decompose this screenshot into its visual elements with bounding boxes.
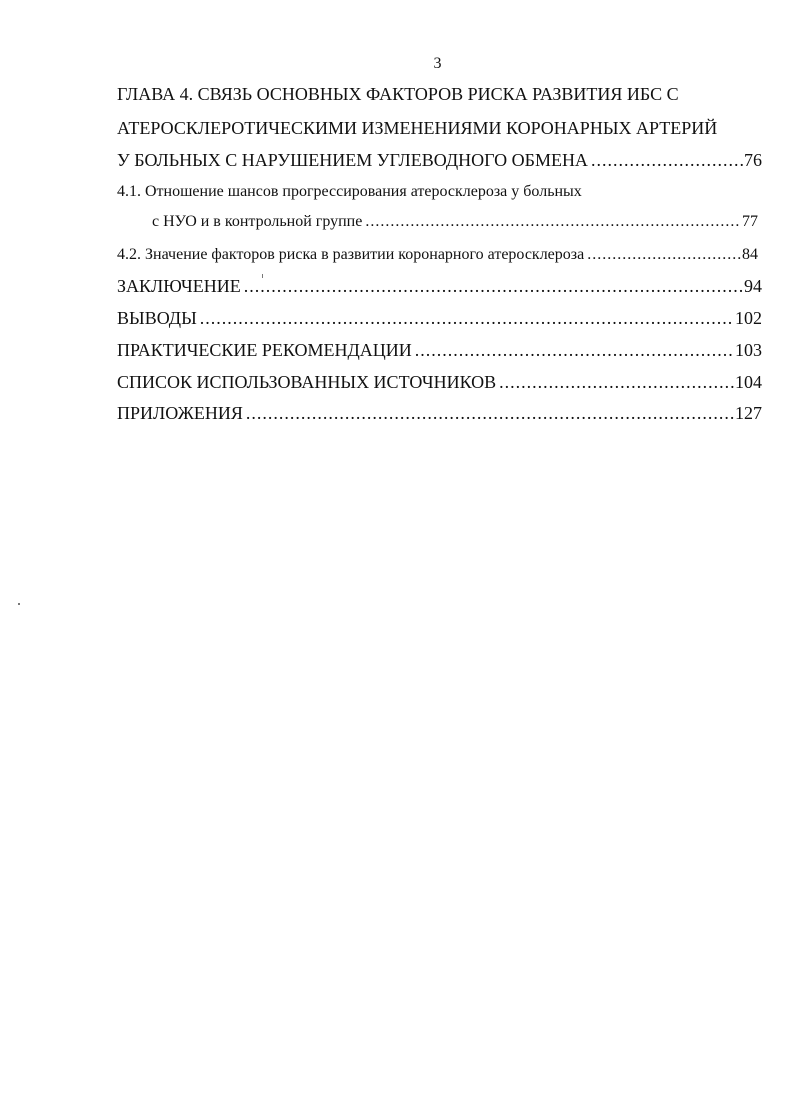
toc-page-number: 94 bbox=[744, 276, 762, 296]
toc-section41-line1 bbox=[117, 180, 762, 204]
toc-page-number: 104 bbox=[735, 372, 762, 392]
page-number: 3 bbox=[433, 55, 442, 72]
toc-appendices-text: ПРИЛОЖЕНИЯ bbox=[117, 403, 243, 423]
toc-page-number: 127 bbox=[735, 403, 762, 423]
toc-entry-chapter4 bbox=[117, 148, 762, 172]
toc-section41-text-line2: с НУО и в контрольной группе bbox=[152, 213, 363, 230]
toc-page-number: 84 bbox=[742, 246, 758, 263]
scan-speck bbox=[262, 274, 263, 278]
toc-entry-appendices bbox=[117, 401, 762, 425]
dot-leader bbox=[365, 210, 741, 234]
toc-chapter4-title-text-line1: ГЛАВА 4. СВЯЗЬ ОСНОВНЫХ ФАКТОРОВ РИСКА РАЗВИТИЯ ИБС С bbox=[117, 84, 679, 104]
scan-speck bbox=[18, 603, 20, 605]
toc-entry-conclusion bbox=[117, 274, 762, 298]
toc-page-number: 103 bbox=[735, 340, 762, 360]
toc-entry-references bbox=[117, 370, 762, 394]
toc-findings-text: ВЫВОДЫ bbox=[117, 308, 197, 328]
toc-section42-text: 4.2. Значение факторов риска в развитии коронарного атеросклероза bbox=[117, 246, 585, 263]
toc-chapter4-title-text-line2: АТЕРОСКЛЕРОТИЧЕСКИМИ ИЗМЕНЕНИЯМИ КОРОНАРНЫХ АРТЕРИЙ bbox=[117, 118, 718, 138]
toc-page-number: 102 bbox=[735, 308, 762, 328]
dot-leader bbox=[587, 243, 741, 267]
dot-leader bbox=[244, 274, 743, 298]
toc-recommendations-text: ПРАКТИЧЕСКИЕ РЕКОМЕНДАЦИИ bbox=[117, 340, 412, 360]
toc-references-text: СПИСОК ИСПОЛЬЗОВАННЫХ ИСТОЧНИКОВ bbox=[117, 372, 497, 392]
dot-leader bbox=[200, 306, 734, 330]
toc-chapter4-title-text-line3: У БОЛЬНЫХ С НАРУШЕНИЕМ УГЛЕВОДНОГО ОБМЕНА bbox=[117, 150, 588, 170]
toc-section41-text-line1: 4.1. Отношение шансов прогрессирования атеросклероза у больных bbox=[117, 183, 582, 200]
toc-conclusion-text: ЗАКЛЮЧЕНИЕ bbox=[117, 276, 241, 296]
toc-chapter4-title-line2 bbox=[117, 116, 762, 140]
toc-chapter4-title-line1 bbox=[117, 82, 762, 106]
toc-entry-section41 bbox=[152, 210, 758, 234]
dot-leader bbox=[415, 338, 734, 362]
toc-entry-findings bbox=[117, 306, 762, 330]
dot-leader bbox=[591, 148, 743, 172]
toc-page-number: 77 bbox=[742, 213, 758, 230]
dot-leader bbox=[246, 401, 734, 425]
toc-entry-recommendations bbox=[117, 338, 762, 362]
toc-entry-section42 bbox=[117, 243, 758, 267]
dot-leader bbox=[499, 370, 734, 394]
toc-page-number: 76 bbox=[744, 150, 762, 170]
